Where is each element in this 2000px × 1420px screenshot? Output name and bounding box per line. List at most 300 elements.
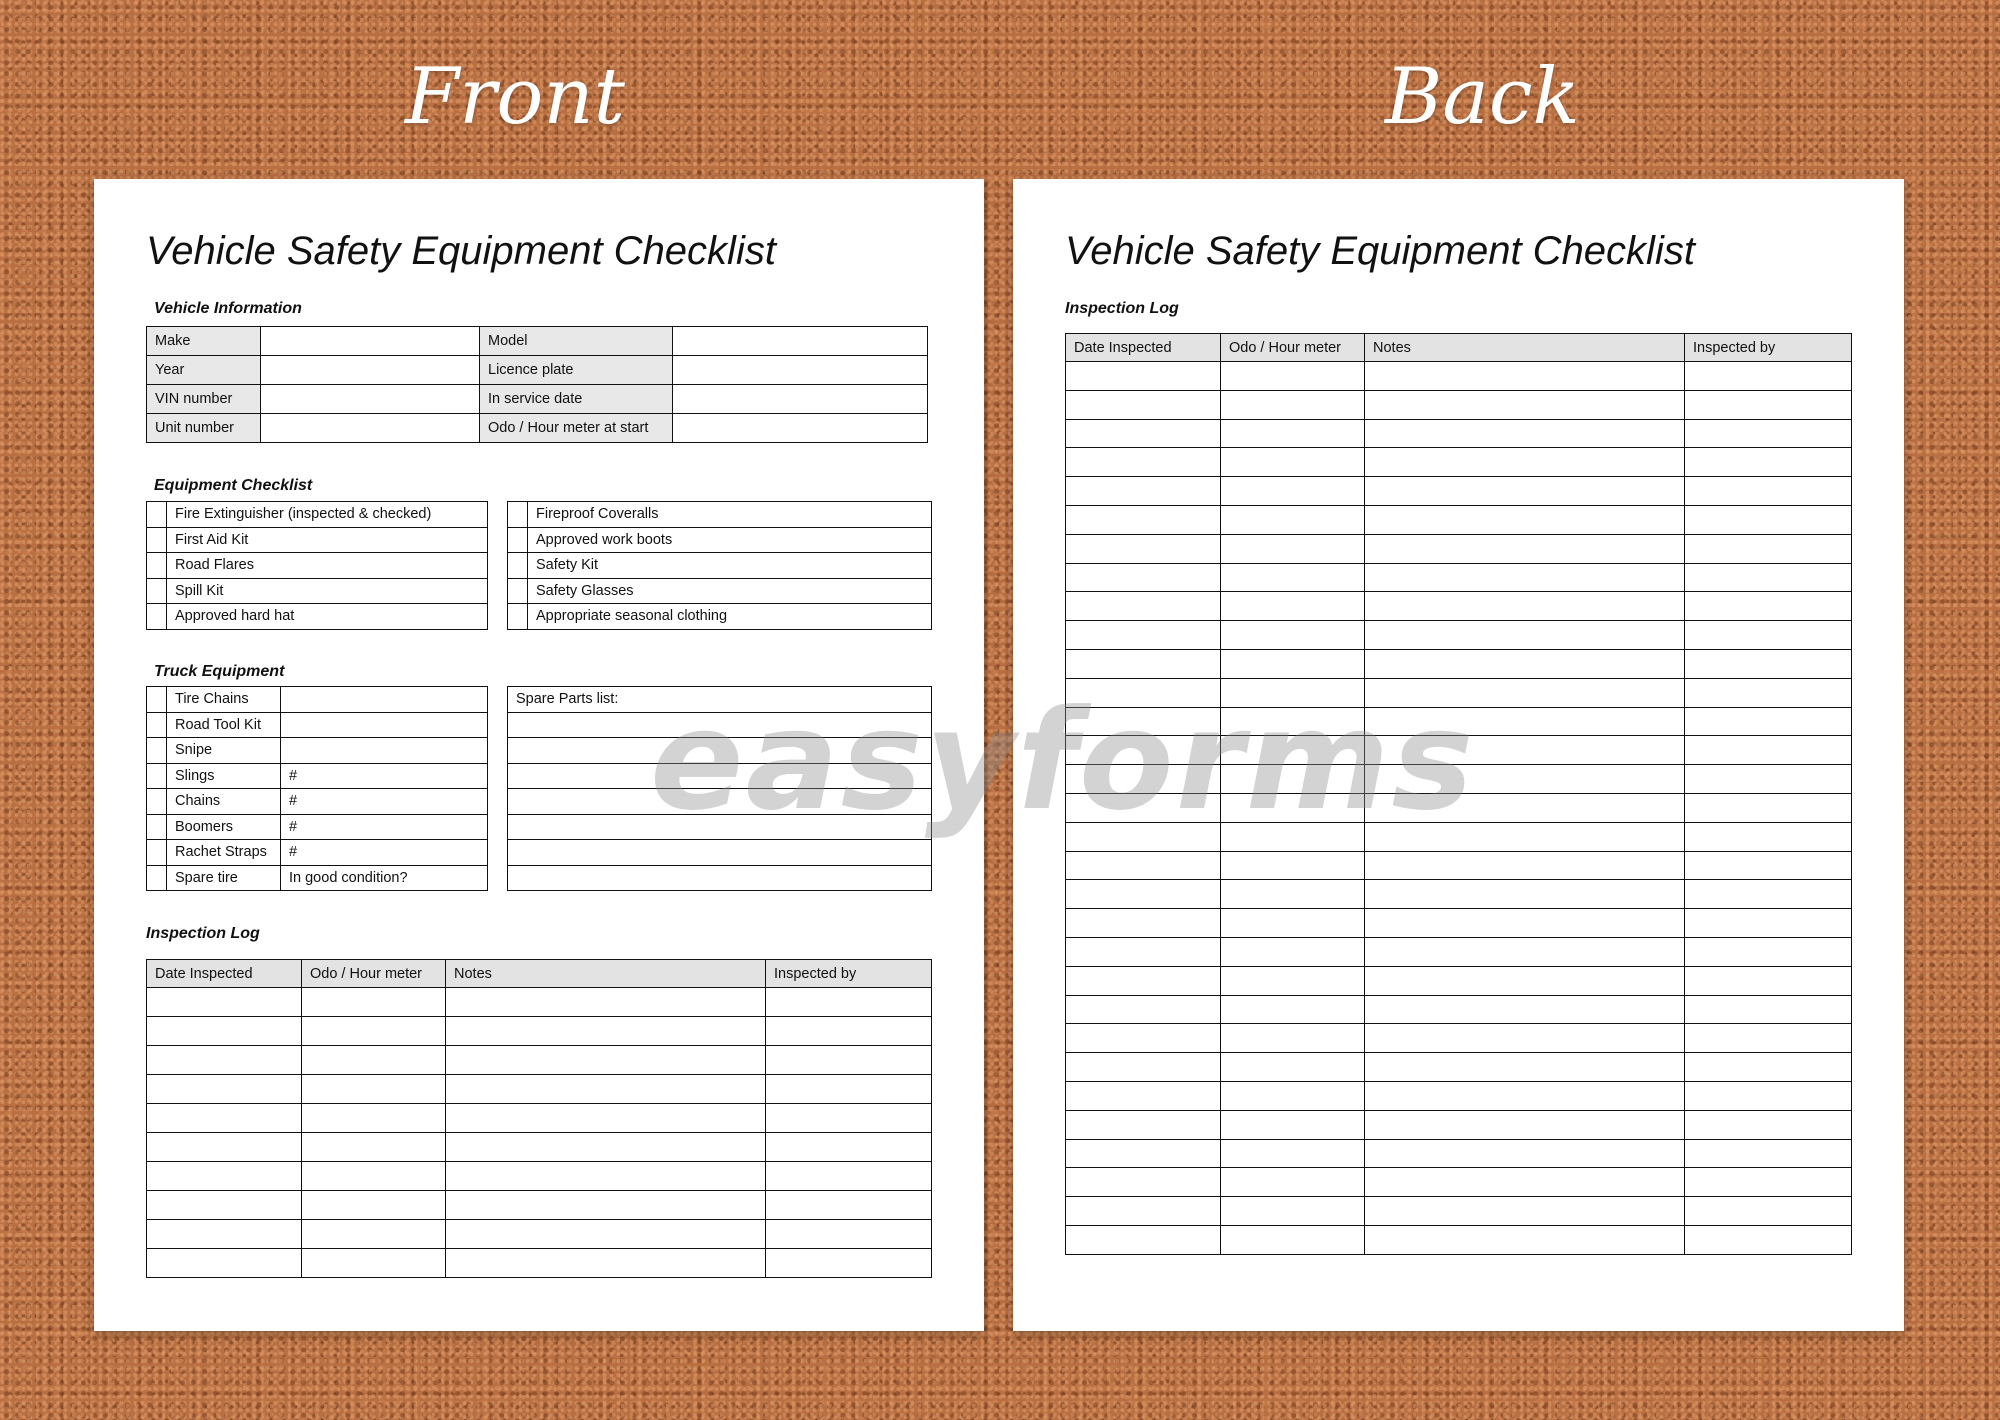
log-row xyxy=(1066,822,1852,851)
log-cell[interactable] xyxy=(147,1249,302,1278)
checklist-item-label: First Aid Kit xyxy=(167,527,488,553)
log-cell[interactable] xyxy=(1685,707,1852,736)
checkbox[interactable] xyxy=(147,738,167,764)
log-cell[interactable] xyxy=(1685,765,1852,794)
truck-item-note[interactable] xyxy=(281,687,488,713)
vehicle-info-field[interactable] xyxy=(261,414,480,443)
spare-part-row xyxy=(508,712,932,738)
log-cell[interactable] xyxy=(1066,1139,1221,1168)
log-cell[interactable] xyxy=(766,1104,932,1133)
log-cell[interactable] xyxy=(1221,1197,1365,1226)
checkbox[interactable] xyxy=(508,604,528,630)
log-cell[interactable] xyxy=(1221,995,1365,1024)
log-cell[interactable] xyxy=(1221,880,1365,909)
checklist-item-label: Appropriate seasonal clothing xyxy=(528,604,932,630)
checklist-item xyxy=(508,502,932,528)
log-row xyxy=(1066,1139,1852,1168)
log-cell[interactable] xyxy=(1365,909,1685,938)
log-cell[interactable] xyxy=(1066,563,1221,592)
log-cell[interactable] xyxy=(302,1046,446,1075)
checkbox[interactable] xyxy=(508,502,528,528)
truck-item-note[interactable]: # xyxy=(281,789,488,815)
equipment-left-table xyxy=(146,501,488,630)
spare-part-row xyxy=(508,865,932,891)
log-row xyxy=(147,1075,932,1104)
log-row xyxy=(1066,649,1852,678)
front-label: Front xyxy=(405,52,625,142)
checklist-item xyxy=(508,553,932,579)
log-cell[interactable] xyxy=(1066,621,1221,650)
checkbox[interactable] xyxy=(147,687,167,713)
log-row xyxy=(147,1162,932,1191)
log-column-header: Inspected by xyxy=(766,960,932,988)
log-cell[interactable] xyxy=(1365,592,1685,621)
watermark: easyforms xyxy=(650,680,1476,841)
log-cell[interactable] xyxy=(1221,419,1365,448)
log-row xyxy=(1066,1024,1852,1053)
truck-item-note[interactable]: In good condition? xyxy=(281,865,488,891)
log-cell[interactable] xyxy=(766,1220,932,1249)
log-cell[interactable] xyxy=(1685,362,1852,391)
log-cell[interactable] xyxy=(1221,563,1365,592)
spare-part-row xyxy=(508,814,932,840)
vehicle-info-label: VIN number xyxy=(147,385,261,414)
spare-part-field[interactable] xyxy=(508,712,932,738)
log-row xyxy=(1066,1053,1852,1082)
log-cell[interactable] xyxy=(1365,1168,1685,1197)
checklist-item-label: Fireproof Coveralls xyxy=(528,502,932,528)
log-cell[interactable] xyxy=(302,1249,446,1278)
back-page xyxy=(1013,179,1904,1331)
checkbox[interactable] xyxy=(147,789,167,815)
checkbox[interactable] xyxy=(147,814,167,840)
log-row xyxy=(1066,1081,1852,1110)
log-cell[interactable] xyxy=(446,1075,766,1104)
log-cell[interactable] xyxy=(1221,1225,1365,1254)
log-cell[interactable] xyxy=(766,1162,932,1191)
log-cell[interactable] xyxy=(1685,505,1852,534)
back-doc-title: Vehicle Safety Equipment Checklist xyxy=(1065,229,1695,273)
log-cell[interactable] xyxy=(147,1046,302,1075)
log-cell[interactable] xyxy=(1685,592,1852,621)
log-cell[interactable] xyxy=(1685,966,1852,995)
truck-item-label: Tire Chains xyxy=(167,687,281,713)
log-cell[interactable] xyxy=(1066,966,1221,995)
checklist-item xyxy=(508,604,932,630)
log-cell[interactable] xyxy=(1365,1053,1685,1082)
log-cell[interactable] xyxy=(1365,736,1685,765)
log-cell[interactable] xyxy=(1685,448,1852,477)
truck-item xyxy=(147,738,488,764)
log-row xyxy=(1066,419,1852,448)
log-cell[interactable] xyxy=(1685,909,1852,938)
log-cell[interactable] xyxy=(446,1191,766,1220)
vehicle-info-field[interactable] xyxy=(673,356,928,385)
vehicle-info-field[interactable] xyxy=(261,356,480,385)
log-cell[interactable] xyxy=(1221,1053,1365,1082)
log-cell[interactable] xyxy=(1365,707,1685,736)
log-cell[interactable] xyxy=(1066,534,1221,563)
front-doc-title: Vehicle Safety Equipment Checklist xyxy=(146,229,776,273)
spare-part-field[interactable] xyxy=(508,865,932,891)
log-cell[interactable] xyxy=(1365,966,1685,995)
log-cell[interactable] xyxy=(1066,736,1221,765)
log-cell[interactable] xyxy=(1365,851,1685,880)
log-cell[interactable] xyxy=(1221,1024,1365,1053)
log-cell[interactable] xyxy=(1221,793,1365,822)
log-cell[interactable] xyxy=(766,1191,932,1220)
log-row xyxy=(1066,995,1852,1024)
log-cell[interactable] xyxy=(1066,1168,1221,1197)
log-cell[interactable] xyxy=(1221,362,1365,391)
log-cell[interactable] xyxy=(446,1249,766,1278)
vehicle-info-row xyxy=(147,356,928,385)
log-row xyxy=(1066,534,1852,563)
log-cell[interactable] xyxy=(1685,1168,1852,1197)
log-cell[interactable] xyxy=(1685,1110,1852,1139)
vehicle-info-row xyxy=(147,385,928,414)
log-cell[interactable] xyxy=(1685,793,1852,822)
log-cell[interactable] xyxy=(1365,1024,1685,1053)
truck-item-label: Slings xyxy=(167,763,281,789)
truck-item-note[interactable]: # xyxy=(281,840,488,866)
checkbox[interactable] xyxy=(147,865,167,891)
log-row xyxy=(147,1046,932,1075)
log-cell[interactable] xyxy=(1365,678,1685,707)
spare-part-field[interactable] xyxy=(508,738,932,764)
checklist-item-label: Road Flares xyxy=(167,553,488,579)
vehicle-info-label: Licence plate xyxy=(480,356,673,385)
log-cell[interactable] xyxy=(1066,909,1221,938)
truck-item-label: Spare tire xyxy=(167,865,281,891)
log-cell[interactable] xyxy=(302,1191,446,1220)
spare-part-row xyxy=(508,840,932,866)
log-cell[interactable] xyxy=(766,1075,932,1104)
log-cell[interactable] xyxy=(1066,505,1221,534)
log-cell[interactable] xyxy=(1685,1225,1852,1254)
log-row xyxy=(1066,1168,1852,1197)
vehicle-info-field[interactable] xyxy=(673,414,928,443)
log-cell[interactable] xyxy=(1066,937,1221,966)
log-cell[interactable] xyxy=(1221,678,1365,707)
checklist-item xyxy=(147,502,488,528)
truck-heading: Truck Equipment xyxy=(154,663,285,680)
log-row xyxy=(1066,1110,1852,1139)
log-cell[interactable] xyxy=(1221,707,1365,736)
checkbox[interactable] xyxy=(147,712,167,738)
checkbox[interactable] xyxy=(147,527,167,553)
log-cell[interactable] xyxy=(766,1017,932,1046)
log-cell[interactable] xyxy=(1365,1197,1685,1226)
log-cell[interactable] xyxy=(1221,909,1365,938)
log-cell[interactable] xyxy=(1221,966,1365,995)
log-cell[interactable] xyxy=(302,1017,446,1046)
log-cell[interactable] xyxy=(1365,390,1685,419)
log-row xyxy=(1066,736,1852,765)
checkbox[interactable] xyxy=(147,553,167,579)
log-cell[interactable] xyxy=(1365,1110,1685,1139)
log-cell[interactable] xyxy=(1221,765,1365,794)
truck-item-note[interactable] xyxy=(281,712,488,738)
truck-item xyxy=(147,712,488,738)
log-cell[interactable] xyxy=(1221,736,1365,765)
log-cell[interactable] xyxy=(1365,1139,1685,1168)
spare-part-field[interactable] xyxy=(508,814,932,840)
log-cell[interactable] xyxy=(1066,822,1221,851)
log-cell[interactable] xyxy=(446,1017,766,1046)
log-row xyxy=(147,1220,932,1249)
log-cell[interactable] xyxy=(446,1220,766,1249)
log-column-header: Notes xyxy=(1365,334,1685,362)
log-header-row xyxy=(1066,334,1852,362)
log-cell[interactable] xyxy=(147,1075,302,1104)
log-cell[interactable] xyxy=(446,1046,766,1075)
log-cell[interactable] xyxy=(302,988,446,1017)
log-cell[interactable] xyxy=(766,988,932,1017)
log-cell[interactable] xyxy=(1221,477,1365,506)
log-cell[interactable] xyxy=(1365,448,1685,477)
log-cell[interactable] xyxy=(1685,1024,1852,1053)
front-log-table xyxy=(146,959,932,1278)
log-cell[interactable] xyxy=(1685,822,1852,851)
log-cell[interactable] xyxy=(1365,880,1685,909)
log-cell[interactable] xyxy=(1221,1110,1365,1139)
vehicle-info-field[interactable] xyxy=(673,385,928,414)
log-row xyxy=(1066,592,1852,621)
checklist-item-label: Spill Kit xyxy=(167,578,488,604)
log-cell[interactable] xyxy=(1221,505,1365,534)
log-cell[interactable] xyxy=(1221,851,1365,880)
log-column-header: Date Inspected xyxy=(147,960,302,988)
checkbox[interactable] xyxy=(508,527,528,553)
log-cell[interactable] xyxy=(147,1191,302,1220)
log-cell[interactable] xyxy=(1365,937,1685,966)
log-row xyxy=(147,1133,932,1162)
spare-part-field[interactable] xyxy=(508,789,932,815)
log-cell[interactable] xyxy=(147,1017,302,1046)
log-cell[interactable] xyxy=(1066,1110,1221,1139)
checkbox[interactable] xyxy=(508,578,528,604)
log-cell[interactable] xyxy=(147,1133,302,1162)
truck-item-label: Snipe xyxy=(167,738,281,764)
log-cell[interactable] xyxy=(1066,1053,1221,1082)
log-cell[interactable] xyxy=(1365,765,1685,794)
spare-part-row xyxy=(508,763,932,789)
checkbox[interactable] xyxy=(147,840,167,866)
vehicle-info-field[interactable] xyxy=(673,327,928,356)
log-cell[interactable] xyxy=(1066,793,1221,822)
vehicle-info-label: Odo / Hour meter at start xyxy=(480,414,673,443)
log-cell[interactable] xyxy=(446,1162,766,1191)
log-cell[interactable] xyxy=(1685,736,1852,765)
log-cell[interactable] xyxy=(1066,592,1221,621)
log-cell[interactable] xyxy=(1221,621,1365,650)
log-cell[interactable] xyxy=(1221,1168,1365,1197)
log-cell[interactable] xyxy=(302,1104,446,1133)
checklist-item xyxy=(508,578,932,604)
log-cell[interactable] xyxy=(1221,1139,1365,1168)
log-cell[interactable] xyxy=(766,1249,932,1278)
log-cell[interactable] xyxy=(1066,707,1221,736)
log-cell[interactable] xyxy=(1685,534,1852,563)
checkbox[interactable] xyxy=(147,578,167,604)
log-cell[interactable] xyxy=(147,1162,302,1191)
truck-item xyxy=(147,687,488,713)
log-cell[interactable] xyxy=(1365,362,1685,391)
log-cell[interactable] xyxy=(1685,419,1852,448)
log-cell[interactable] xyxy=(1066,419,1221,448)
log-cell[interactable] xyxy=(1221,822,1365,851)
truck-equipment-table xyxy=(146,686,488,891)
checklist-item-label: Approved work boots xyxy=(528,527,932,553)
log-cell[interactable] xyxy=(1221,448,1365,477)
log-column-header: Inspected by xyxy=(1685,334,1852,362)
log-cell[interactable] xyxy=(1221,649,1365,678)
checklist-item xyxy=(147,527,488,553)
log-cell[interactable] xyxy=(1066,765,1221,794)
log-row xyxy=(1066,563,1852,592)
log-cell[interactable] xyxy=(1066,1197,1221,1226)
log-cell[interactable] xyxy=(446,1133,766,1162)
equipment-right-table xyxy=(507,501,932,630)
log-row xyxy=(1066,880,1852,909)
log-cell[interactable] xyxy=(1066,995,1221,1024)
truck-item-label: Chains xyxy=(167,789,281,815)
log-cell[interactable] xyxy=(766,1046,932,1075)
log-cell[interactable] xyxy=(1365,621,1685,650)
log-cell[interactable] xyxy=(1066,1225,1221,1254)
log-cell[interactable] xyxy=(1685,1081,1852,1110)
vehicle-info-label: In service date xyxy=(480,385,673,414)
log-row xyxy=(1066,477,1852,506)
log-cell[interactable] xyxy=(1685,390,1852,419)
log-cell[interactable] xyxy=(766,1133,932,1162)
back-log-heading: Inspection Log xyxy=(1065,300,1179,317)
log-cell[interactable] xyxy=(147,1104,302,1133)
truck-item xyxy=(147,814,488,840)
spare-part-field[interactable] xyxy=(508,763,932,789)
log-cell[interactable] xyxy=(1685,880,1852,909)
log-cell[interactable] xyxy=(1066,1081,1221,1110)
log-column-header: Odo / Hour meter xyxy=(1221,334,1365,362)
log-cell[interactable] xyxy=(1066,880,1221,909)
log-column-header: Odo / Hour meter xyxy=(302,960,446,988)
log-cell[interactable] xyxy=(1066,477,1221,506)
spare-part-row xyxy=(508,687,932,713)
log-cell[interactable] xyxy=(302,1133,446,1162)
log-cell[interactable] xyxy=(1685,621,1852,650)
log-cell[interactable] xyxy=(1221,390,1365,419)
spare-part-field[interactable] xyxy=(508,840,932,866)
log-cell[interactable] xyxy=(1365,793,1685,822)
log-cell[interactable] xyxy=(1066,678,1221,707)
checklist-item xyxy=(147,553,488,579)
log-cell[interactable] xyxy=(1685,937,1852,966)
log-cell[interactable] xyxy=(1685,1053,1852,1082)
log-cell[interactable] xyxy=(1365,822,1685,851)
checkbox[interactable] xyxy=(147,604,167,630)
vehicle-info-field[interactable] xyxy=(261,327,480,356)
log-cell[interactable] xyxy=(446,988,766,1017)
log-cell[interactable] xyxy=(1066,448,1221,477)
spare-part-row xyxy=(508,738,932,764)
log-cell[interactable] xyxy=(1365,505,1685,534)
spare-parts-table xyxy=(507,686,932,891)
log-cell[interactable] xyxy=(1221,1081,1365,1110)
log-row xyxy=(1066,966,1852,995)
log-cell[interactable] xyxy=(1685,563,1852,592)
vehicle-info-heading: Vehicle Information xyxy=(154,300,302,317)
truck-item-note[interactable]: # xyxy=(281,763,488,789)
log-cell[interactable] xyxy=(1066,649,1221,678)
log-cell[interactable] xyxy=(1685,995,1852,1024)
log-cell[interactable] xyxy=(302,1075,446,1104)
log-cell[interactable] xyxy=(302,1162,446,1191)
log-cell[interactable] xyxy=(1066,851,1221,880)
log-cell[interactable] xyxy=(1365,419,1685,448)
checklist-item-label: Approved hard hat xyxy=(167,604,488,630)
log-row xyxy=(1066,707,1852,736)
vehicle-info-label: Make xyxy=(147,327,261,356)
log-cell[interactable] xyxy=(1365,534,1685,563)
log-cell[interactable] xyxy=(1221,592,1365,621)
log-cell[interactable] xyxy=(1685,851,1852,880)
log-cell[interactable] xyxy=(1221,937,1365,966)
log-cell[interactable] xyxy=(147,988,302,1017)
log-cell[interactable] xyxy=(1066,362,1221,391)
back-label: Back xyxy=(1385,52,1580,142)
log-cell[interactable] xyxy=(1365,1081,1685,1110)
checkbox[interactable] xyxy=(147,502,167,528)
truck-item-note[interactable] xyxy=(281,738,488,764)
log-cell[interactable] xyxy=(1685,678,1852,707)
log-cell[interactable] xyxy=(1685,1197,1852,1226)
log-cell[interactable] xyxy=(446,1104,766,1133)
log-cell[interactable] xyxy=(1365,477,1685,506)
vehicle-info-field[interactable] xyxy=(261,385,480,414)
log-header-row xyxy=(147,960,932,988)
log-column-header: Notes xyxy=(446,960,766,988)
truck-item-label: Road Tool Kit xyxy=(167,712,281,738)
log-row xyxy=(147,1249,932,1278)
spare-parts-label: Spare Parts list: xyxy=(508,687,932,713)
log-cell[interactable] xyxy=(1365,995,1685,1024)
checklist-item-label: Safety Kit xyxy=(528,553,932,579)
log-cell[interactable] xyxy=(302,1220,446,1249)
checkbox[interactable] xyxy=(147,763,167,789)
log-cell[interactable] xyxy=(147,1220,302,1249)
vehicle-info-label: Model xyxy=(480,327,673,356)
checklist-item xyxy=(147,604,488,630)
log-cell[interactable] xyxy=(1365,1225,1685,1254)
log-row xyxy=(147,988,932,1017)
checklist-item-label: Fire Extinguisher (inspected & checked) xyxy=(167,502,488,528)
log-cell[interactable] xyxy=(1221,534,1365,563)
log-cell[interactable] xyxy=(1685,1139,1852,1168)
log-cell[interactable] xyxy=(1066,1024,1221,1053)
vehicle-info-table xyxy=(146,326,928,443)
truck-item xyxy=(147,763,488,789)
log-cell[interactable] xyxy=(1685,477,1852,506)
log-cell[interactable] xyxy=(1066,390,1221,419)
vehicle-info-row xyxy=(147,414,928,443)
log-cell[interactable] xyxy=(1365,563,1685,592)
log-cell[interactable] xyxy=(1365,649,1685,678)
checkbox[interactable] xyxy=(508,553,528,579)
checklist-item-label: Safety Glasses xyxy=(528,578,932,604)
log-cell[interactable] xyxy=(1685,649,1852,678)
truck-item-note[interactable]: # xyxy=(281,814,488,840)
